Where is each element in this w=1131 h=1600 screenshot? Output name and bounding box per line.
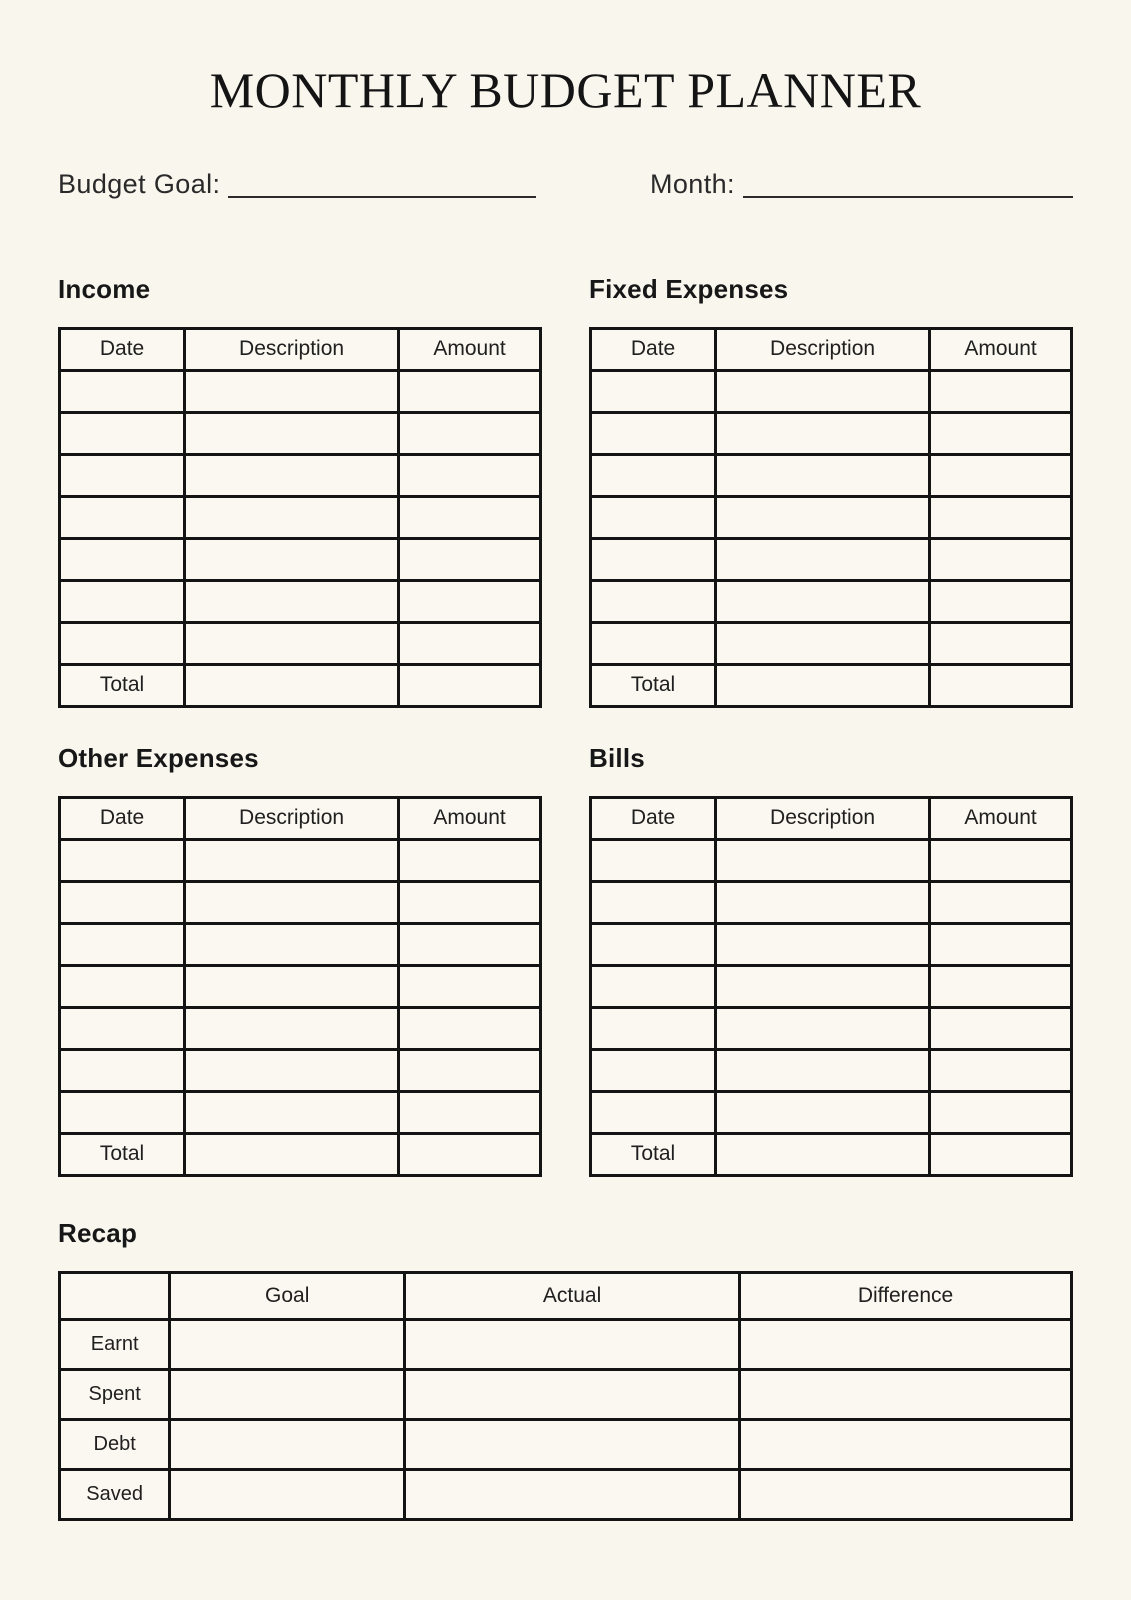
recap-goal-cell[interactable] [170,1419,405,1469]
empty-cell-date[interactable] [591,496,716,538]
bills-table [589,796,1073,1177]
page-title: MONTHLY BUDGET PLANNER [209,62,922,118]
table-row [591,412,1072,454]
recap-goal-cell[interactable] [170,1319,405,1369]
recap-goal-cell[interactable] [170,1469,405,1519]
recap-row-label: Earnt [60,1319,170,1369]
table-row [60,538,541,580]
total-amount-cell[interactable] [399,1133,541,1175]
column-header-date: Date [591,328,716,370]
empty-cell-date[interactable] [60,1091,185,1133]
empty-cell-date[interactable] [60,881,185,923]
total-row [60,1133,541,1175]
total-row [591,664,1072,706]
table-header-row [591,328,1072,370]
month-input-line[interactable] [743,196,1073,198]
table-row [60,622,541,664]
recap-difference-cell[interactable] [740,1419,1072,1469]
empty-cell-description[interactable] [716,965,930,1007]
recap-column-header-blank [60,1272,170,1319]
empty-cell-description[interactable] [716,1049,930,1091]
empty-cell-description[interactable] [716,454,930,496]
empty-cell-date[interactable] [591,370,716,412]
empty-cell-amount[interactable] [930,1091,1072,1133]
table-row [591,881,1072,923]
recap-column-header-goal: Goal [170,1272,405,1319]
total-description-cell[interactable] [716,1133,930,1175]
other-expenses-heading: Other Expenses [58,742,259,773]
table-row [60,1049,541,1091]
empty-cell-amount[interactable] [930,496,1072,538]
empty-cell-date[interactable] [60,580,185,622]
total-row [591,1133,1072,1175]
table-row [60,839,541,881]
recap-section [58,1217,1073,1521]
empty-cell-amount[interactable] [930,839,1072,881]
empty-cell-description[interactable] [185,1091,399,1133]
fixed-expenses-table [589,327,1073,708]
total-amount-cell[interactable] [399,664,541,706]
budget-goal-label: Budget Goal: [58,168,221,199]
empty-cell-description[interactable] [716,412,930,454]
empty-cell-description[interactable] [185,1049,399,1091]
empty-cell-date[interactable] [60,496,185,538]
total-amount-cell[interactable] [930,1133,1072,1175]
empty-cell-amount[interactable] [399,881,541,923]
table-row [591,1049,1072,1091]
recap-row-label: Spent [60,1369,170,1419]
column-header-amount: Amount [930,328,1072,370]
empty-cell-description[interactable] [185,965,399,1007]
income-section [58,273,542,708]
column-header-amount: Amount [399,328,541,370]
empty-cell-description[interactable] [185,496,399,538]
empty-cell-amount[interactable] [930,1007,1072,1049]
empty-cell-date[interactable] [591,839,716,881]
empty-cell-date[interactable] [591,923,716,965]
total-row [60,664,541,706]
empty-cell-description[interactable] [185,580,399,622]
total-label: Total [591,664,716,706]
empty-cell-amount[interactable] [930,580,1072,622]
empty-cell-amount[interactable] [399,1091,541,1133]
empty-cell-description[interactable] [716,1091,930,1133]
empty-cell-amount[interactable] [930,412,1072,454]
empty-cell-description[interactable] [185,412,399,454]
empty-cell-amount[interactable] [399,412,541,454]
empty-cell-description[interactable] [716,881,930,923]
empty-cell-date[interactable] [591,1049,716,1091]
empty-cell-date[interactable] [60,622,185,664]
recap-goal-cell[interactable] [170,1369,405,1419]
empty-cell-description[interactable] [185,1007,399,1049]
column-header-description: Description [185,797,399,839]
empty-cell-date[interactable] [591,881,716,923]
empty-cell-description[interactable] [185,538,399,580]
empty-cell-description[interactable] [716,496,930,538]
recap-actual-cell[interactable] [405,1469,740,1519]
empty-cell-amount[interactable] [930,1049,1072,1091]
recap-row-debt [60,1419,1072,1469]
table-row [591,370,1072,412]
empty-cell-description[interactable] [716,370,930,412]
table-row [60,370,541,412]
empty-cell-description[interactable] [716,580,930,622]
empty-cell-amount[interactable] [930,923,1072,965]
empty-cell-description[interactable] [185,923,399,965]
empty-cell-description[interactable] [716,839,930,881]
empty-cell-amount[interactable] [399,923,541,965]
recap-row-label: Saved [60,1469,170,1519]
empty-cell-amount[interactable] [930,370,1072,412]
empty-cell-amount[interactable] [399,622,541,664]
month-label: Month: [650,168,735,199]
empty-cell-amount[interactable] [399,839,541,881]
recap-row-spent [60,1369,1072,1419]
column-header-description: Description [716,797,930,839]
empty-cell-date[interactable] [591,1007,716,1049]
empty-cell-date[interactable] [591,538,716,580]
column-header-date: Date [60,797,185,839]
table-row [60,454,541,496]
total-label: Total [60,1133,185,1175]
recap-actual-cell[interactable] [405,1319,740,1369]
table-row [591,538,1072,580]
empty-cell-date[interactable] [60,454,185,496]
empty-cell-amount[interactable] [399,538,541,580]
fixed-expenses-section [589,273,1073,708]
empty-cell-date[interactable] [60,412,185,454]
empty-cell-description[interactable] [716,1007,930,1049]
empty-cell-date[interactable] [60,965,185,1007]
recap-row-label: Debt [60,1419,170,1469]
empty-cell-description[interactable] [716,923,930,965]
month-field [650,170,1073,200]
empty-cell-description[interactable] [716,538,930,580]
total-label: Total [60,664,185,706]
empty-cell-date[interactable] [60,923,185,965]
bills-heading: Bills [589,742,645,773]
column-header-date: Date [591,797,716,839]
empty-cell-description[interactable] [185,454,399,496]
recap-column-header-actual: Actual [405,1272,740,1319]
total-description-cell[interactable] [185,664,399,706]
income-table [58,327,542,708]
budget-tables-grid [58,273,1073,1177]
empty-cell-amount[interactable] [399,580,541,622]
recap-table [58,1271,1073,1521]
column-header-description: Description [716,328,930,370]
income-heading: Income [58,274,151,305]
recap-actual-cell[interactable] [405,1419,740,1469]
recap-row-saved [60,1469,1072,1519]
table-row [60,496,541,538]
empty-cell-date[interactable] [60,1007,185,1049]
recap-actual-cell[interactable] [405,1369,740,1419]
empty-cell-date[interactable] [591,412,716,454]
table-row [591,965,1072,1007]
recap-difference-cell[interactable] [740,1319,1072,1369]
table-row [60,965,541,1007]
empty-cell-date[interactable] [591,580,716,622]
table-row [591,622,1072,664]
empty-cell-description[interactable] [185,881,399,923]
empty-cell-amount[interactable] [399,496,541,538]
recap-difference-cell[interactable] [740,1369,1072,1419]
table-row [60,580,541,622]
other-expenses-table [58,796,542,1177]
total-amount-cell[interactable] [930,664,1072,706]
other-expenses-section [58,742,542,1177]
recap-row-earnt [60,1319,1072,1369]
budget-goal-field [58,170,536,200]
header-fields-row [58,170,1073,200]
table-row [60,1091,541,1133]
empty-cell-date[interactable] [60,1049,185,1091]
recap-difference-cell[interactable] [740,1469,1072,1519]
empty-cell-date[interactable] [591,454,716,496]
empty-cell-date[interactable] [591,622,716,664]
recap-header-row [60,1272,1072,1319]
empty-cell-amount[interactable] [399,1007,541,1049]
table-header-row [60,797,541,839]
column-header-description: Description [185,328,399,370]
table-row [60,412,541,454]
bills-section [589,742,1073,1177]
total-label: Total [591,1133,716,1175]
table-row [60,881,541,923]
empty-cell-amount[interactable] [930,538,1072,580]
table-row [60,923,541,965]
recap-column-header-difference: Difference [740,1272,1072,1319]
budget-goal-input-line[interactable] [228,196,536,198]
table-row [591,1007,1072,1049]
total-description-cell[interactable] [185,1133,399,1175]
empty-cell-amount[interactable] [930,881,1072,923]
empty-cell-amount[interactable] [399,454,541,496]
table-header-row [591,797,1072,839]
empty-cell-description[interactable] [716,622,930,664]
empty-cell-date[interactable] [591,965,716,1007]
empty-cell-amount[interactable] [399,965,541,1007]
total-description-cell[interactable] [716,664,930,706]
table-row [591,839,1072,881]
empty-cell-description[interactable] [185,839,399,881]
fixed-expenses-heading: Fixed Expenses [589,274,789,305]
recap-heading: Recap [58,1217,138,1248]
empty-cell-date[interactable] [591,1091,716,1133]
empty-cell-date[interactable] [60,370,185,412]
empty-cell-amount[interactable] [930,454,1072,496]
table-row [591,496,1072,538]
empty-cell-amount[interactable] [399,1049,541,1091]
table-row [591,1091,1072,1133]
empty-cell-amount[interactable] [930,965,1072,1007]
empty-cell-date[interactable] [60,538,185,580]
table-row [591,923,1072,965]
empty-cell-amount[interactable] [930,622,1072,664]
column-header-date: Date [60,328,185,370]
column-header-amount: Amount [930,797,1072,839]
column-header-amount: Amount [399,797,541,839]
table-header-row [60,328,541,370]
empty-cell-amount[interactable] [399,370,541,412]
empty-cell-date[interactable] [60,839,185,881]
table-row [591,454,1072,496]
empty-cell-description[interactable] [185,622,399,664]
table-row [60,1007,541,1049]
table-row [591,580,1072,622]
empty-cell-description[interactable] [185,370,399,412]
